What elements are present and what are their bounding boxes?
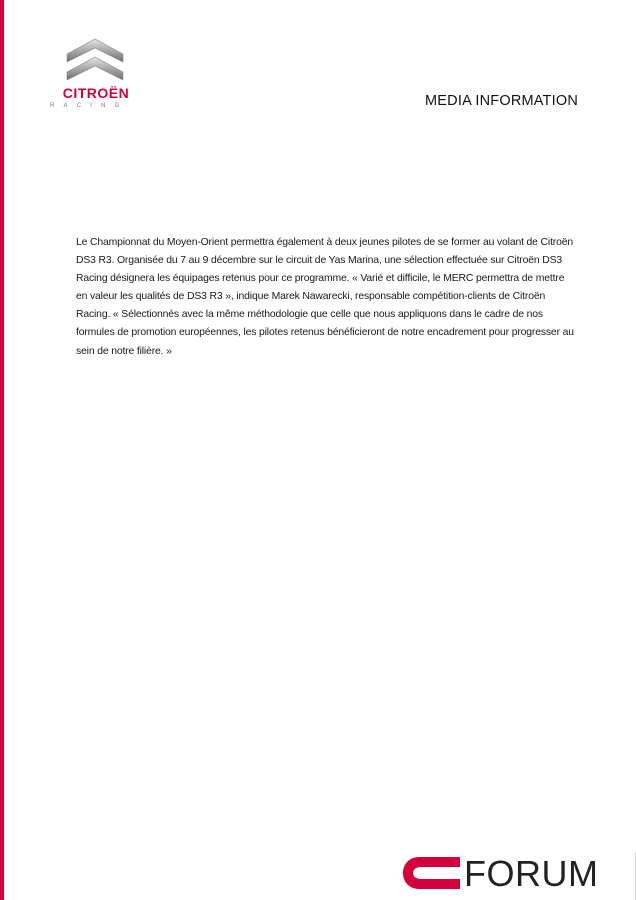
left-accent-bar: [0, 0, 4, 900]
brand-name: CITROËN: [62, 85, 130, 101]
double-chevron-icon: [64, 36, 126, 86]
forum-logo: [402, 848, 632, 900]
page-title: MEDIA INFORMATION: [425, 93, 578, 109]
citroen-racing-logo: [48, 36, 144, 112]
brand-division: RACING: [50, 103, 129, 109]
article-paragraph: Le Championnat du Moyen-Orient permettra également à deux jeunes pilotes de se former au volant de Citroën DS3 R3. Organisée du 7 au 9 décembre sur le circuit de Yas Marina, une sélection effectuée sur Citroën DS3 Racing désignera les équipages retenus pour ce programme. « Varié et difficile, le MERC permettra de mettre en valeur les qualités de DS3 R3 », indique Marek Nawarecki, responsable compétition-clients de Citroën Racing. « Sélectionnés avec la même méthodologie que celle que nous appliquons dans le cadre de nos formules de promotion européennes, les pilotes retenus bénéficieront de notre encadrement pour progresser au sein de notre filière. »: [76, 237, 574, 357]
forum-wordmark: FORUM: [464, 853, 599, 894]
c-mark-icon: [402, 856, 462, 890]
